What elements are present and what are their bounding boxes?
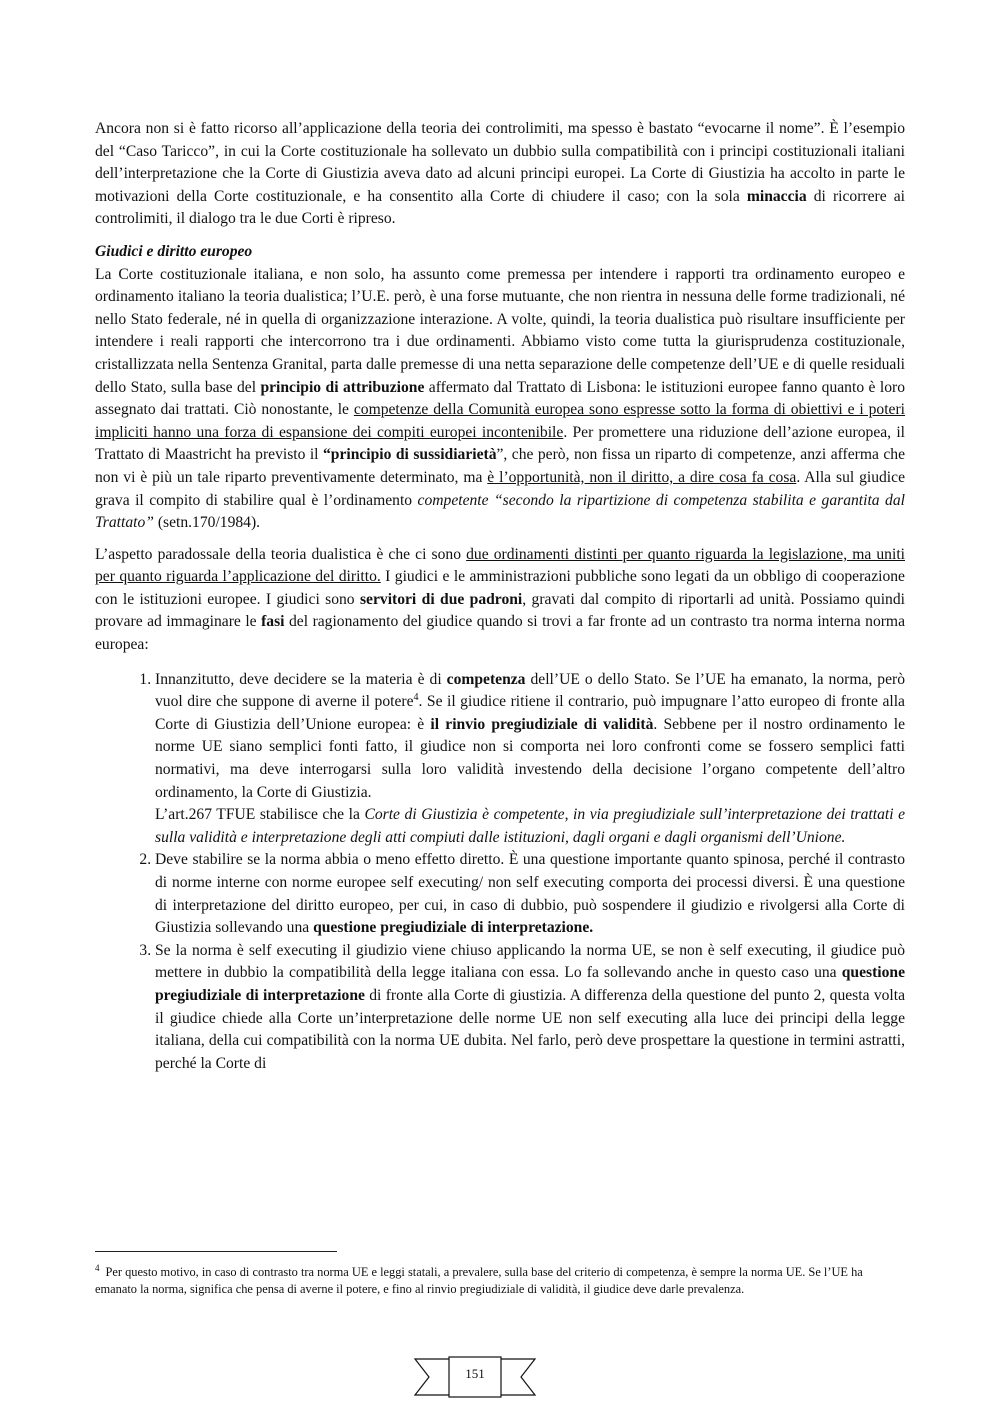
page-number-banner [413,1353,537,1401]
list-item: 2. Deve stabilire se la norma abbia o meno effetto diretto. È una questione importante quanto spinosa, perché il contrasto di norme interne con norme europee self executing/ non self executing comporta dei processi diversi. È una questione di interpretazione del diritto europeo, per cui, in caso di dubbio, può sospendere il giudizio e rivolgersi alla Corte di Giustizia sollevando una questione pregiudiziale di interpretazione. [155,849,905,939]
footnote-divider [95,1251,337,1252]
page-body [95,118,905,1075]
footnote [95,1264,905,1298]
list-item: 1. Innanzitutto, deve decidere se la materia è di competenza dell’UE o dello Stato. Se l’UE ha emanato, la norma, però vuol dire che suppone di averne il potere$^4$. Se il giudice ritiene il contrario, può impugnare l’atto europeo di fronte alla Corte di Giustizia dell’Unione europea: è il rinvio pregiudiziale di validità. Sebbene per il nostro ordinamento le norme UE siano semplici fonti fatto, il giudice non si comporta nei loro confronti come se fossero semplici fatti normativi, ma deve interrogarsi sulla loro validità investendo della decisione l’organo competente dell’altro ordinamento, la Corte di Giustizia. L’art.267 TFUE stabilisce che la Corte di Giustizia è competente, in via pregiudiziale sull’interpretazione dei trattati e sulla validità e interpretazione degli atti compiuti dalle istituzioni, dagli organi e dagli organismi dell’Unione. [155,669,905,850]
intro-paragraph: Ancora non si è fatto ricorso all’applicazione della teoria dei controlimiti, ma spesso è bastato “evocarne il nome”. È l’esempio del “Caso Taricco”, in cui la Corte costituzionale ha sollevato un dubbio sulla compatibilità con i principi costituzionali italiani dell’interpretazione che la Corte di Giustizia aveva dato ad alcuni principi europei. La Corte di Giustizia ha accolto in parte le motivazioni della Corte costituzionale, e ha consentito alla Corte di chiudere il caso; con la sola minaccia di ricorrere ai controlimiti, il dialogo tra le due Corti è ripreso. [95,120,905,228]
footnote-reference[interactable]: 4 [413,692,419,704]
steps-list [95,669,905,1076]
footnote-number: 4 [95,1262,100,1273]
paradox-paragraph: L’aspetto paradossale della teoria dualistica è che ci sono due ordinamenti distinti per quanto riguarda la legislazione, ma uniti per quanto riguarda l’applicazione del diritto. I giudici e le amministrazioni pubbliche sono legati da un obbligo di cooperazione con le istituzioni europee. I giudici sono servitori di due padroni, gravati dal compito di riportarli ad unità. Possiamo quindi provare ad immaginare le fasi del ragionamento del giudice quando si trovi a far fronte ad un contrasto tra norma interna norma europea: [95,545,905,654]
page-number: 151 [465,1366,485,1381]
footnote-text: Per questo motivo, in caso di contrasto tra norma UE e leggi statali, a prevalere, sulla base del criterio di competenza, è sempre la norma UE. Se l’UE ha emanato la norma, significa che pensa di averne il potere, e fino al rinvio pregiudiziale di validità, il giudice deve darle prevalenza. [95,1265,863,1296]
section-heading: Giudici e diritto europeo [95,242,253,260]
list-item: 3. Se la norma è self executing il giudizio viene chiuso applicando la norma UE, se non è self executing, il giudice può mettere in dubbio la compatibilità della legge italiana con essa. Lo fa sollevando anche in questo caso una questione pregiudiziale di interpretazione di fronte alla Corte di giustizia. A differenza della questione del punto 2, questa volta il giudice chiede alla Corte un’interpretazione delle norme UE non self executing alla luce dei principi della legge italiana, della cui compatibilità con la norma UE dubita. Nel farlo, però deve prospettare la questione in termini astratti, perché la Corte di [155,940,905,1076]
section-paragraph: La Corte costituzionale italiana, e non solo, ha assunto come premessa per intendere i rapporti tra ordinamento europeo e ordinamento italiano la teoria dualistica; l’U.E. però, è una forse mutuante, che non rientra in nessuna delle forme tradizionali, né nello Stato federale, né in quella di organizzazione interazione. A volte, quindi, la teoria dualistica può risultare insufficiente per intendere i reali rapporti che intercorrono tra i due ordinamenti. Abbiamo visto come tutta la giurisprudenza costituzionale, cristallizzata nella Sentenza Granital, parta dalle premesse di una netta separazione delle competenze dell’UE e di quelle residuali dello Stato, sulla base del principio di attribuzione affermato dal Trattato di Lisbona: le istituzioni europee fanno quanto è loro assegnato dai trattati. Ciò nonostante, le competenze della Comunità europea sono espresse sotto la forma di obiettivi e i poteri impliciti hanno una forza di espansione dei compiti europei incontenibile. Per promettere una riduzione dell’azione europea, il Trattato di Maastricht ha previsto il “principio di sussidiarietà”, che però, non fissa un riparto di competenze, anzi afferma che non vi è più un tale riparto preventivamente determinato, ma è l’opportunità, non il diritto, a dire cosa fa cosa. Alla sul giudice grava il compito di stabilire qual è l’ordinamento competente “secondo la ripartizione di competenza stabilita e garantita dal Trattato” (setn.170/1984). [95,265,906,532]
